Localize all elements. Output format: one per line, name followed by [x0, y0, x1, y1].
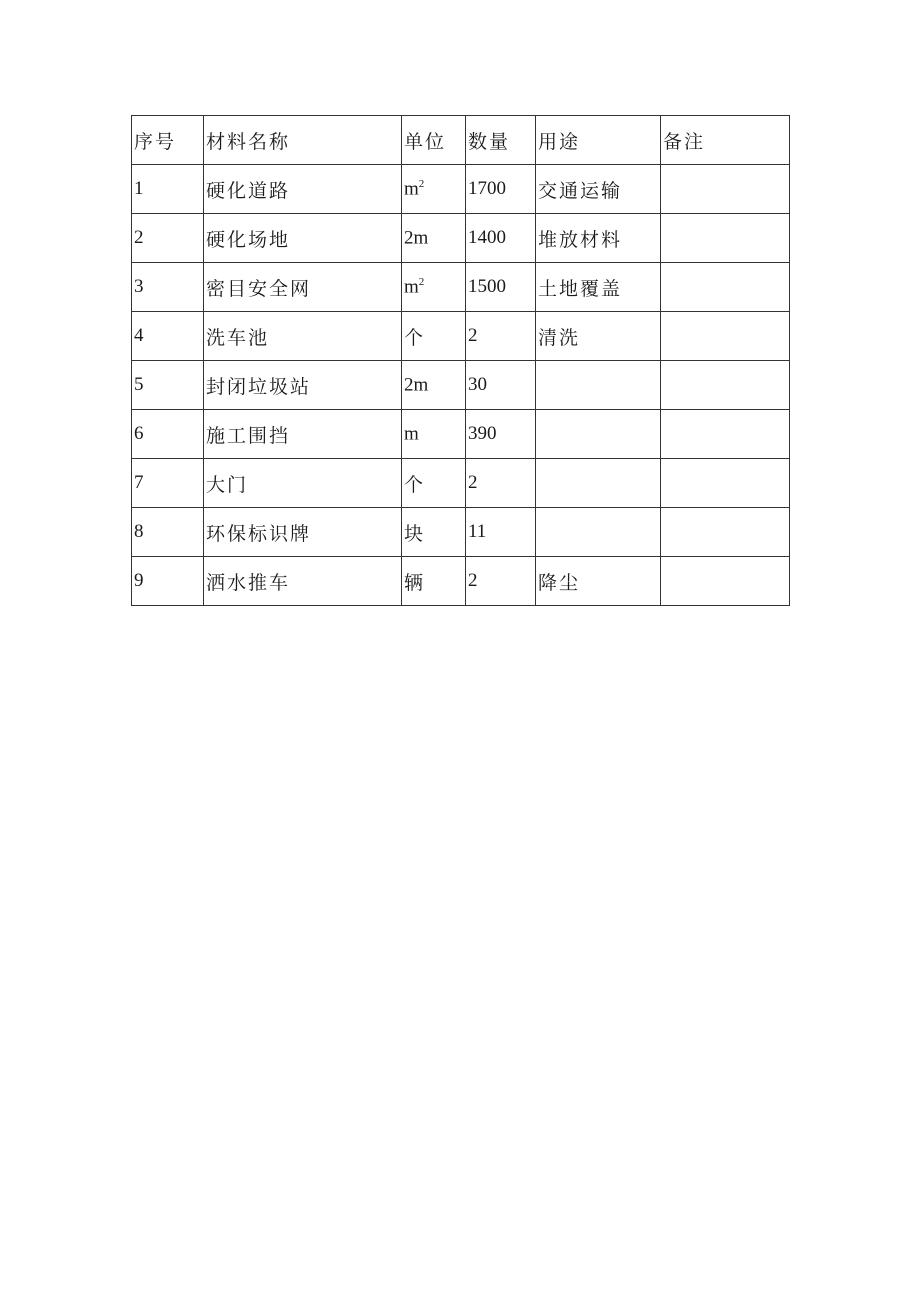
row-note — [661, 361, 790, 410]
row-use: 土地覆盖 — [536, 263, 661, 312]
table-row — [132, 214, 790, 263]
header-unit: 单位 — [402, 116, 466, 165]
row-no: 3 — [132, 263, 204, 312]
row-unit: 2m — [404, 374, 429, 396]
row-name: 大门 — [204, 459, 402, 508]
materials-table — [131, 115, 790, 606]
row-no: 7 — [132, 459, 204, 508]
row-qty: 390 — [466, 410, 536, 459]
row-unit-sup: 2 — [418, 275, 425, 288]
row-name: 硬化场地 — [204, 214, 402, 263]
row-no: 6 — [132, 410, 204, 459]
row-qty: 2 — [466, 312, 536, 361]
row-unit-cell — [402, 312, 466, 361]
row-use — [536, 459, 661, 508]
header-note: 备注 — [661, 116, 790, 165]
row-unit-cell — [402, 214, 466, 263]
row-qty: 1400 — [466, 214, 536, 263]
header-use: 用途 — [536, 116, 661, 165]
row-unit: m — [404, 276, 419, 298]
row-unit: 块 — [404, 522, 426, 545]
row-name: 洗车池 — [204, 312, 402, 361]
table-row — [132, 410, 790, 459]
row-note — [661, 410, 790, 459]
row-unit-cell — [402, 165, 466, 214]
row-use: 清洗 — [536, 312, 661, 361]
row-qty: 11 — [466, 508, 536, 557]
row-qty: 1500 — [466, 263, 536, 312]
row-qty: 1700 — [466, 165, 536, 214]
row-qty: 2 — [466, 459, 536, 508]
row-unit: 个 — [404, 473, 426, 496]
table-row — [132, 508, 790, 557]
row-use — [536, 361, 661, 410]
row-no: 1 — [132, 165, 204, 214]
row-name: 密目安全网 — [204, 263, 402, 312]
table-row — [132, 361, 790, 410]
row-no: 2 — [132, 214, 204, 263]
row-unit-cell — [402, 263, 466, 312]
row-no: 4 — [132, 312, 204, 361]
table-row — [132, 459, 790, 508]
row-unit-cell — [402, 361, 466, 410]
row-use: 堆放材料 — [536, 214, 661, 263]
table-row — [132, 312, 790, 361]
row-unit: 2m — [404, 227, 429, 249]
header-no: 序号 — [132, 116, 204, 165]
row-name: 施工围挡 — [204, 410, 402, 459]
table-row — [132, 165, 790, 214]
row-name: 洒水推车 — [204, 557, 402, 606]
table-row — [132, 263, 790, 312]
row-unit: m — [404, 178, 419, 200]
row-use: 降尘 — [536, 557, 661, 606]
row-use — [536, 508, 661, 557]
table-header-row — [132, 116, 790, 165]
header-name: 材料名称 — [204, 116, 402, 165]
row-qty: 2 — [466, 557, 536, 606]
row-no: 5 — [132, 361, 204, 410]
row-note — [661, 508, 790, 557]
table-row — [132, 557, 790, 606]
row-use: 交通运输 — [536, 165, 661, 214]
row-use — [536, 410, 661, 459]
row-name: 硬化道路 — [204, 165, 402, 214]
row-unit-cell — [402, 508, 466, 557]
row-unit-cell — [402, 459, 466, 508]
row-unit-cell — [402, 557, 466, 606]
row-unit: 辆 — [404, 571, 426, 594]
header-qty: 数量 — [466, 116, 536, 165]
row-note — [661, 312, 790, 361]
row-qty: 30 — [466, 361, 536, 410]
row-name: 环保标识牌 — [204, 508, 402, 557]
row-no: 8 — [132, 508, 204, 557]
row-note — [661, 165, 790, 214]
row-name: 封闭垃圾站 — [204, 361, 402, 410]
row-note — [661, 459, 790, 508]
row-note — [661, 557, 790, 606]
row-note — [661, 263, 790, 312]
row-no: 9 — [132, 557, 204, 606]
row-unit-sup: 2 — [418, 177, 425, 190]
row-unit: m — [404, 423, 419, 445]
row-unit: 个 — [404, 326, 426, 349]
row-note — [661, 214, 790, 263]
row-unit-cell — [402, 410, 466, 459]
